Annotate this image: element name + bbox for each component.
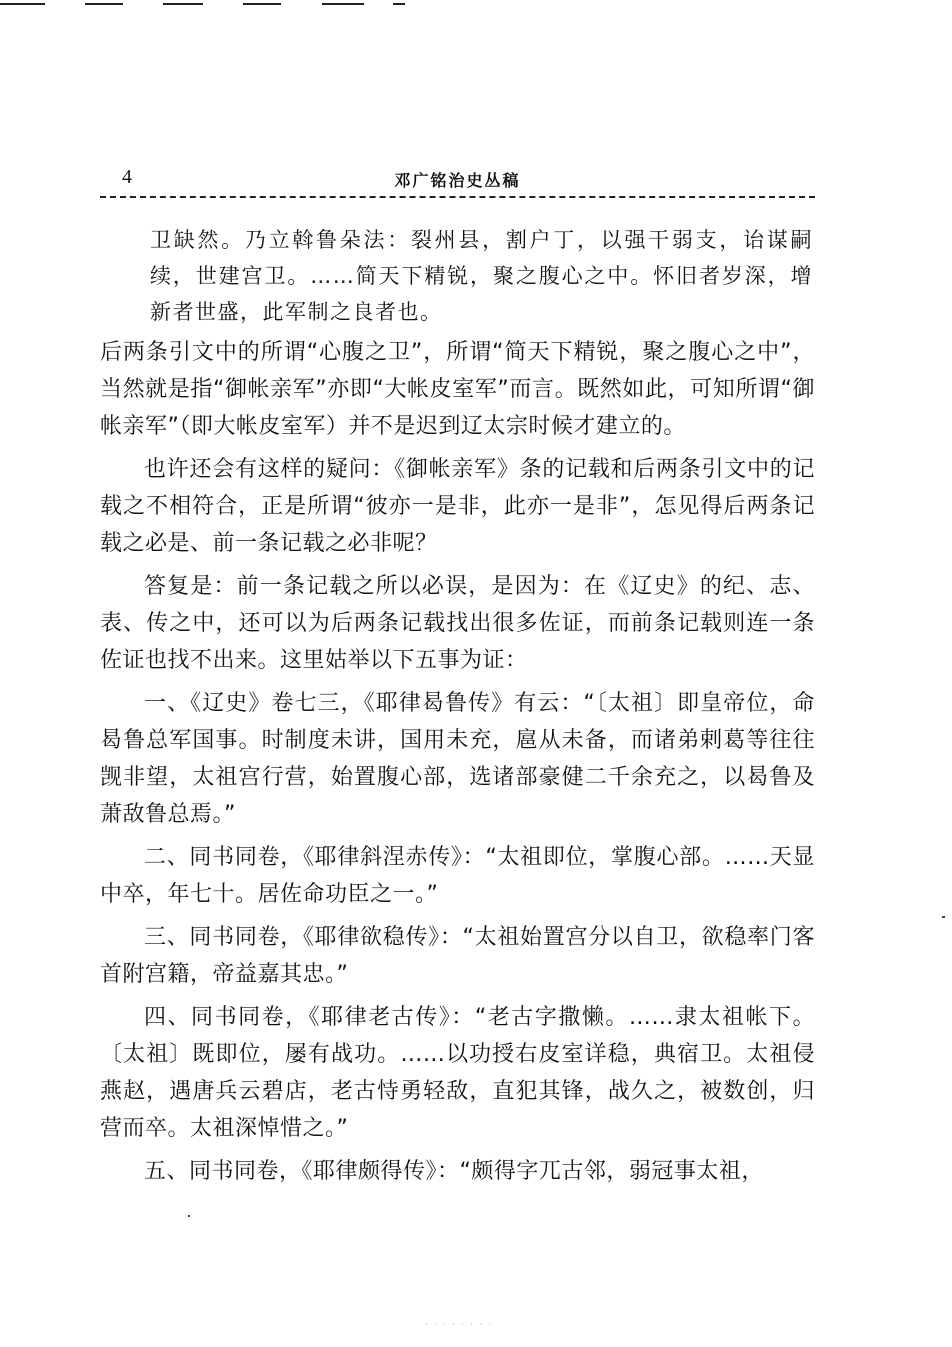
header-rule [100,196,815,198]
paragraph: 一、《辽史》卷七三，《耶律曷鲁传》有云：“〔太祖〕即皇帝位，命曷鲁总军国事。时制度未讲，国用未充，扈从未备，而诸弟剌葛等往往觊非望，太祖宫行营，始置腹心部，选诸部豪健二千余充之，以曷鲁及萧敌鲁总焉。” [100,691,815,827]
scan-speck [188,1215,190,1217]
paragraph: 也许还会有这样的疑问：《御帐亲军》条的记载和后两条引文中的记载之不相符合，正是所谓“彼亦一是非，此亦一是非”，怎见得后两条记载之必是、前一条记载之必非呢？ [100,457,815,556]
paragraph: 五、同书同卷，《耶律颇得传》：“颇得字兀古邻，弱冠事太祖， [144,1159,764,1184]
scan-mark [163,3,203,5]
scan-mark [243,3,281,5]
paragraph: 答复是：前一条记载之所以必误，是因为：在《辽史》的纪、志、表、传之中，还可以为后两条记载找出很多佐证，而前条记载则连一条佐证也找不出来。这里姑举以下五事为证： [100,574,815,673]
paragraph: 后两条引文中的所谓“心腹之卫”，所谓“简天下精锐，聚之腹心之中”，当然就是指“御帐亲军”亦即“大帐皮室军”而言。既然如此，可知所谓“御帐亲军”（即大帐皮室军）并不是迟到辽太宗时候才建立的。 [100,340,815,439]
scan-mark [85,3,123,5]
page-header [100,160,815,190]
scan-top-edge-marks [0,0,952,8]
block-quote: 卫缺然。乃立斡鲁朵法：裂州县，割户丁，以强干弱支，诒谋嗣续，世建宫卫。……简天下精锐，聚之腹心之中。怀旧者岁深，增新者世盛，此军制之良者也。 [150,228,813,324]
page-body [100,222,815,1196]
paragraph: 四、同书同卷，《耶律老古传》：“老古字撒懒。……隶太祖帐下。〔太祖〕既即位，屡有战功。……以功授右皮室详稳，典宿卫。太祖侵燕赵，遇唐兵云碧店，老古恃勇轻敌，直犯其锋，战久之，被数创，归营而卒。太祖深悼惜之。” [100,1005,815,1141]
scan-speck [942,916,945,918]
bleed-through-marks: · · · · · · · · [425,1320,494,1329]
paragraph: 二、同书同卷，《耶律斜涅赤传》：“太祖即位，掌腹心部。……天显中卒，年七十。居佐命功臣之一。” [100,845,815,907]
page-number: 4 [122,166,132,188]
paragraph: 三、同书同卷，《耶律欲稳传》：“太祖始置宫分以自卫，欲稳率门客首附宫籍，帝益嘉其忠。” [100,925,815,987]
scan-mark [393,3,405,5]
scan-mark [322,3,364,5]
running-title: 邓广铭治史丛稿 [394,171,521,190]
scan-mark [0,3,45,5]
